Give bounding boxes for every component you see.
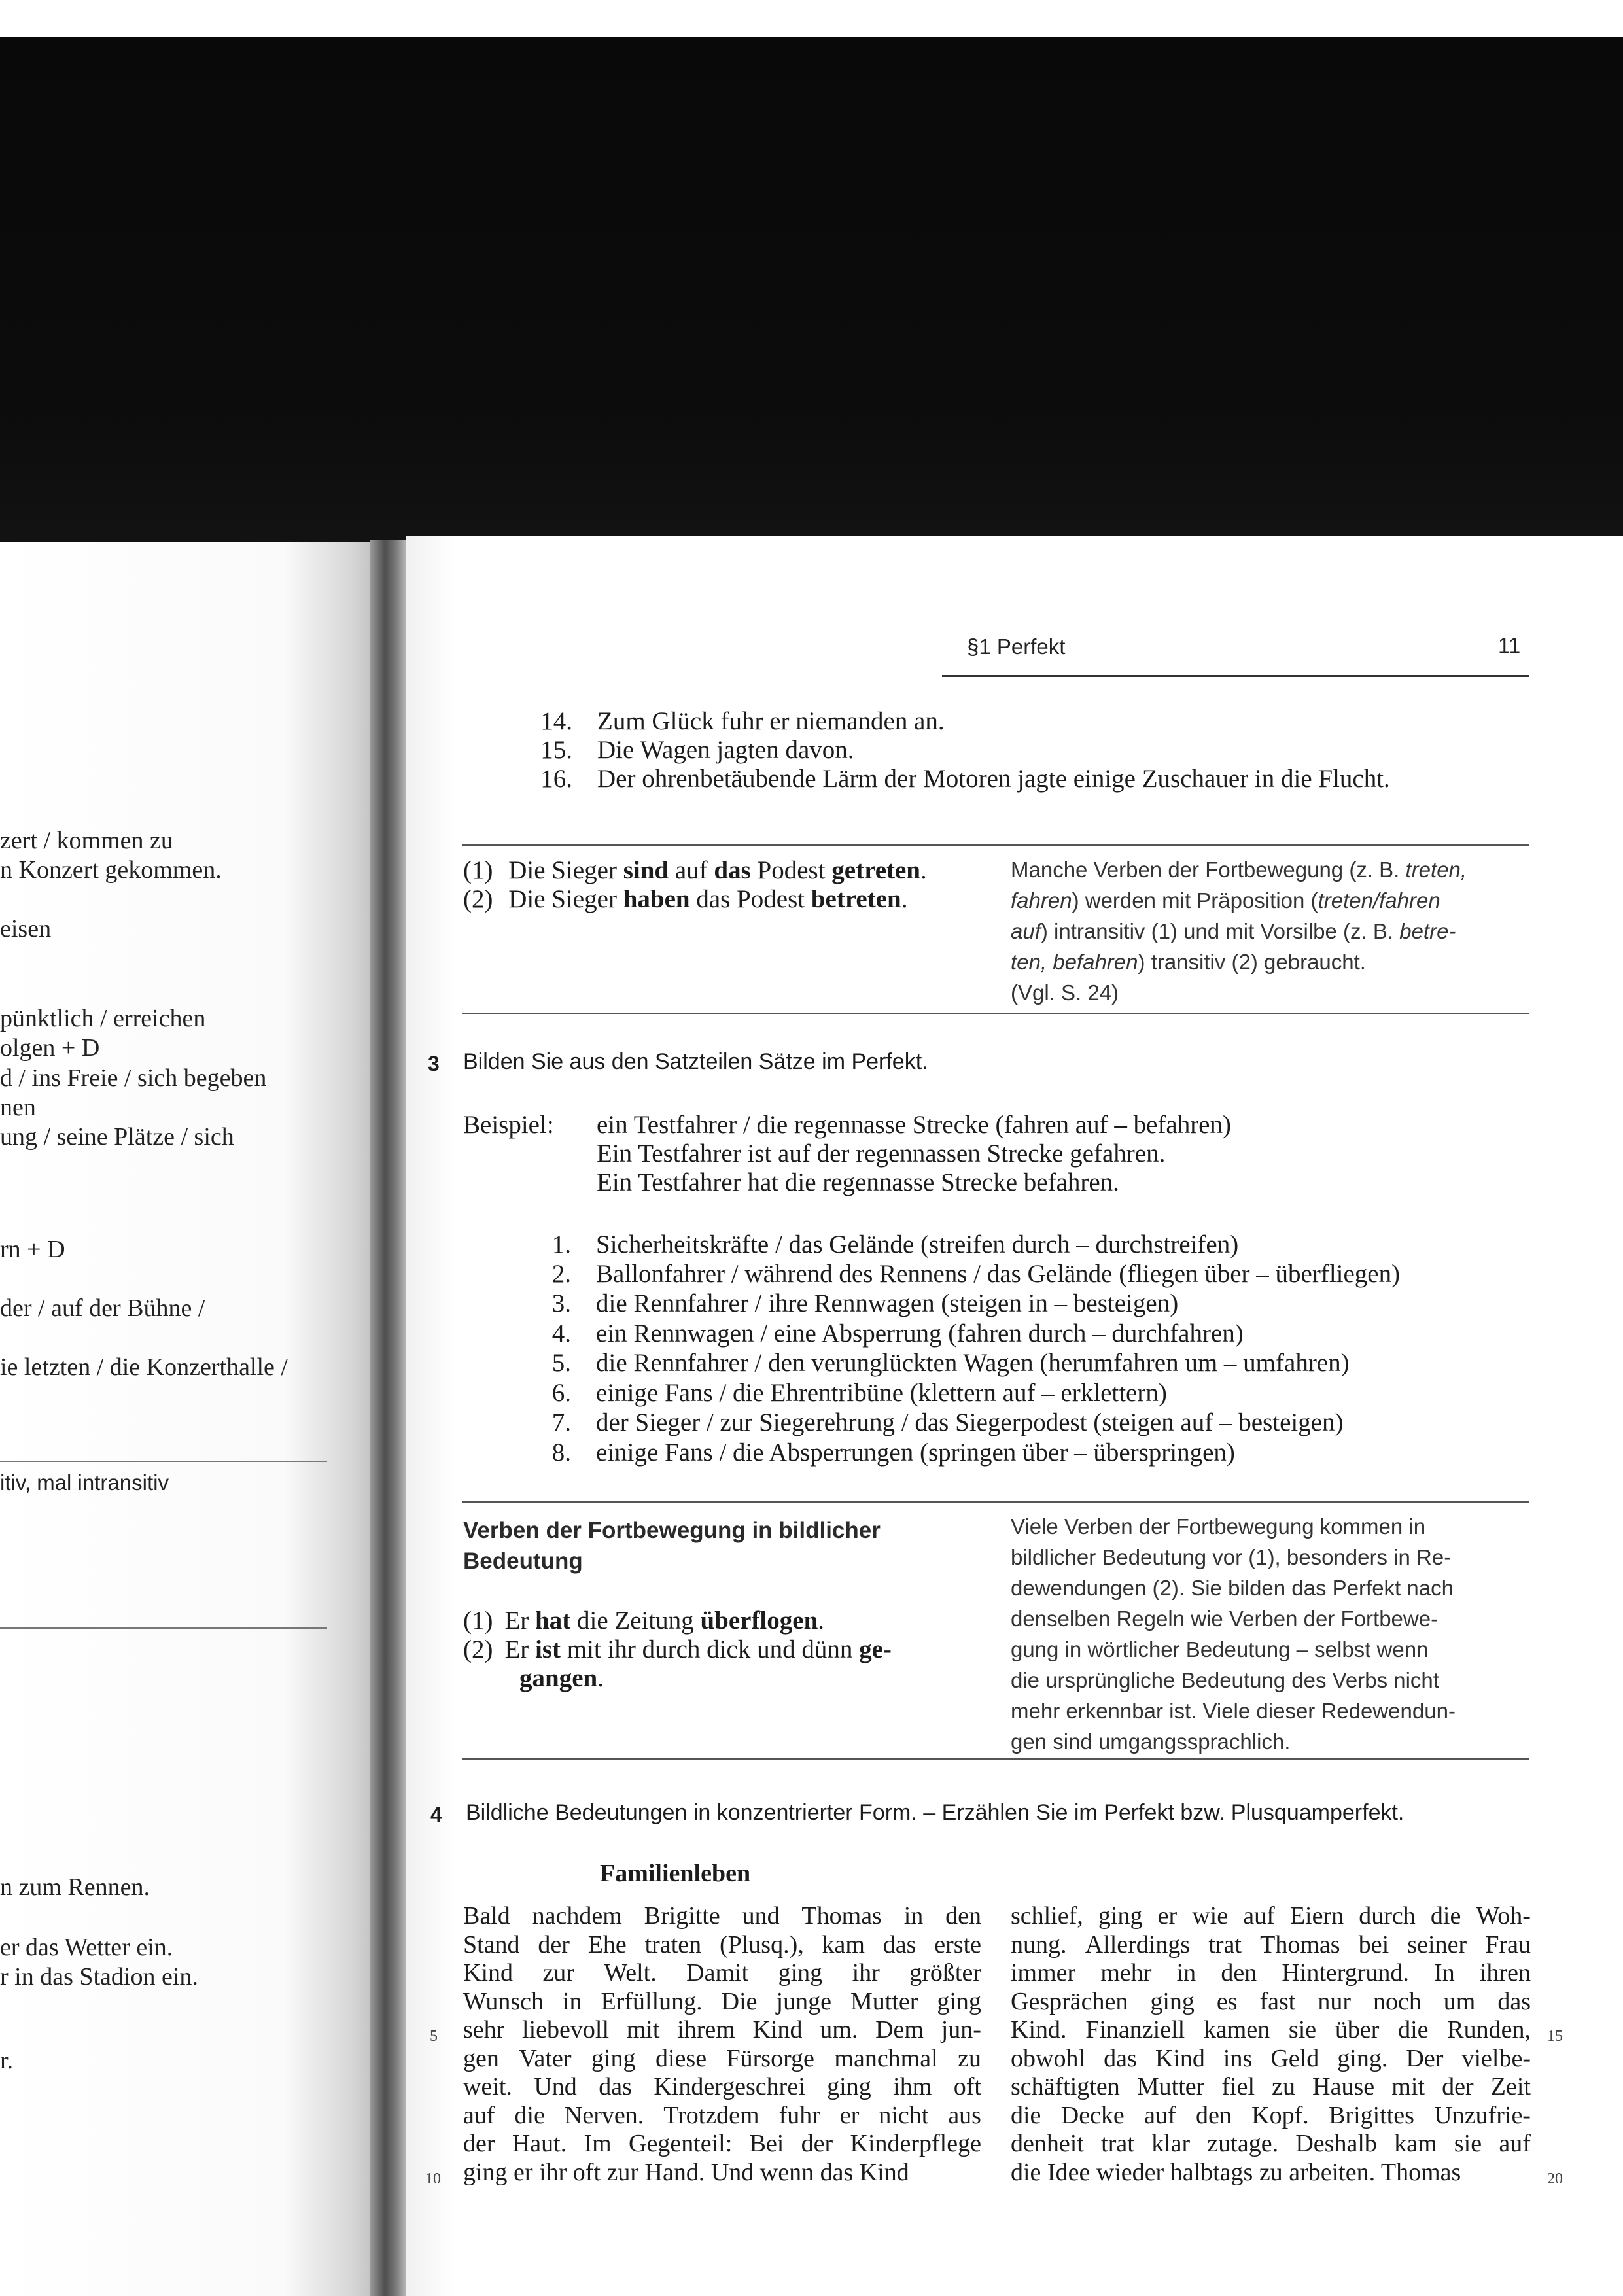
list-item: 3. die Rennfahrer / ihre Rennwagen (steigen in – besteigen) (551, 1289, 1179, 1317)
grammar-note: Manche Verben der Fortbewegung (z. B. treten, fahren) werden mit Präposition (treten/fahren auf) intransitiv (1) und mit Vorsilbe (z. B. betre- ten, befahren) transitiv (2) gebraucht. (Vgl. S. 24) (1011, 858, 1467, 1005)
grammar-example: (2) Die Sieger haben das Podest betreten. (463, 885, 908, 913)
line-number: 10 (425, 2170, 441, 2187)
box-rule-top (462, 1501, 1529, 1503)
exercise-number: 4 (430, 1803, 442, 1826)
scanner-background (0, 37, 1623, 573)
left-line: r in das Stadion ein. (0, 1963, 198, 1991)
left-divider (0, 1461, 327, 1462)
list-item: 15. Die Wagen jagten davon. (540, 736, 854, 764)
left-page (0, 542, 379, 2296)
story-column-1: Bald nachdem Brigitte und Thomas in den Stand der Ehe traten (Plusq.), kam das erste Kind zur Welt. Damit ging ihr größter Wunsch in Erfüllung. Die junge Mutter ging sehr liebevoll mit ihrem Kind um. Dem jun- gen Vater ging diese Fürsorge manchmal zu weit. Und das Kindergeschrei ging ihm oft auf die Nerven. Trotzdem fuhr er nicht aus der Haut. Im Gegenteil: Bei der Kinderpflege ging er ihr oft zur Hand. Und wenn das Kind (463, 1902, 981, 2186)
left-line: zert / kommen zu (0, 827, 173, 854)
grammar-example: (2) Er ist mit ihr durch dick und dünn ge- (463, 1635, 892, 1663)
example-line: Ein Testfahrer ist auf der regennassen Strecke gefahren. (597, 1139, 1166, 1168)
header-rule (942, 675, 1529, 677)
left-line: pünktlich / erreichen (0, 1005, 206, 1032)
box-rule-top (462, 844, 1529, 846)
left-line: d / ins Freie / sich begeben (0, 1064, 267, 1092)
left-line: itiv, mal intransitiv (0, 1470, 169, 1495)
scanner-border (0, 0, 1623, 37)
page-number: 11 (1498, 633, 1521, 657)
left-line: r. (0, 2047, 14, 2074)
left-line: olgen + D (0, 1034, 100, 1062)
left-line: n zum Rennen. (0, 1873, 150, 1901)
line-number: 5 (430, 2028, 438, 2045)
left-line: rn + D (0, 1236, 65, 1263)
left-divider (0, 1627, 327, 1629)
exercise-number: 3 (428, 1052, 440, 1075)
line-number: 20 (1547, 2170, 1563, 2187)
left-line: er das Wetter ein. (0, 1934, 173, 1961)
left-line: ung / seine Plätze / sich (0, 1123, 234, 1151)
example-line: ein Testfahrer / die regennasse Strecke (fahren auf – befahren) (597, 1111, 1231, 1139)
list-item: 2. Ballonfahrer / während des Rennens / das Gelände (fliegen über – überfliegen) (551, 1260, 1401, 1288)
story-column-2: schlief, ging er wie auf Eiern durch die Woh- nung. Allerdings trat Thomas bei seiner Frau immer mehr in den Hintergrund. In ihren Gesprächen ging es fast nur noch um das Kind. Finanziell kamen sie über die Runden, obwohl das Kind ins Geld ging. Der vielbe- schäftigten Mutter fiel zu Hause mit der Zeit die Decke auf den Kopf. Brigittes Unzufrie- denheit trat klar zutage. Deshalb kam sie auf die Idee wieder halbtags zu arbeiten. Thomas (1011, 1902, 1531, 2186)
example-line: Ein Testfahrer hat die regennasse Strecke befahren. (597, 1168, 1119, 1196)
list-item: 1. Sicherheitskräfte / das Gelände (streifen durch – durchstreifen) (551, 1230, 1239, 1259)
left-line: nen (0, 1094, 36, 1121)
example-label: Beispiel: (463, 1111, 554, 1139)
box-rule-bottom (462, 1013, 1529, 1014)
list-item: 16. Der ohrenbetäubende Lärm der Motoren jagte einige Zuschauer in die Flucht. (540, 765, 1390, 793)
grammar-note: Viele Verben der Fortbewegung kommen in bildlicher Bedeutung vor (1), besonders in Re- dewendungen (2). Sie bilden das Perfekt nach denselben Regeln wie Verben der Fortbewe- gung in wörtlicher Bedeutung – selbst wenn die ursprüngliche Bedeutung des Verbs nicht mehr erkennbar ist. Viele dieser Redewendun- gen sind umgangssprachlich. (1011, 1514, 1456, 1754)
left-line: n Konzert gekommen. (0, 856, 222, 884)
list-item: 14. Zum Glück fuhr er niemanden an. (540, 707, 945, 735)
section-header: §1 Perfekt (967, 635, 1066, 659)
grammar-example-cont: gangen. (519, 1664, 604, 1692)
list-item: 8. einige Fans / die Absperrungen (springen über – überspringen) (551, 1438, 1235, 1467)
exercise-instruction: Bilden Sie aus den Satzteilen Sätze im Perfekt. (463, 1049, 928, 1074)
grammar-example: (1) Die Sieger sind auf das Podest getreten. (463, 856, 927, 884)
grammar-example: (1) Er hat die Zeitung überflogen. (463, 1607, 825, 1635)
left-line: eisen (0, 915, 52, 943)
story-title: Familienleben (600, 1860, 751, 1887)
box-title: Verben der Fortbewegung in bildlicher Bedeutung (463, 1518, 881, 1574)
list-item: 5. die Rennfahrer / den verunglückten Wagen (herumfahren um – umfahren) (551, 1349, 1350, 1377)
left-line: der / auf der Bühne / (0, 1295, 205, 1322)
line-number: 15 (1547, 2028, 1563, 2045)
left-line: ie letzten / die Konzerthalle / (0, 1353, 288, 1381)
exercise-instruction: Bildliche Bedeutungen in konzentrierter Form. – Erzählen Sie im Perfekt bzw. Plusquamperfekt. (466, 1800, 1405, 1825)
list-item: 7. der Sieger / zur Siegerehrung / das Siegerpodest (steigen auf – besteigen) (551, 1408, 1344, 1436)
box-rule-bottom (462, 1758, 1529, 1760)
list-item: 4. ein Rennwagen / eine Absperrung (fahren durch – durchfahren) (551, 1319, 1244, 1348)
list-item: 6. einige Fans / die Ehrentribüne (klettern auf – erklettern) (551, 1379, 1167, 1407)
